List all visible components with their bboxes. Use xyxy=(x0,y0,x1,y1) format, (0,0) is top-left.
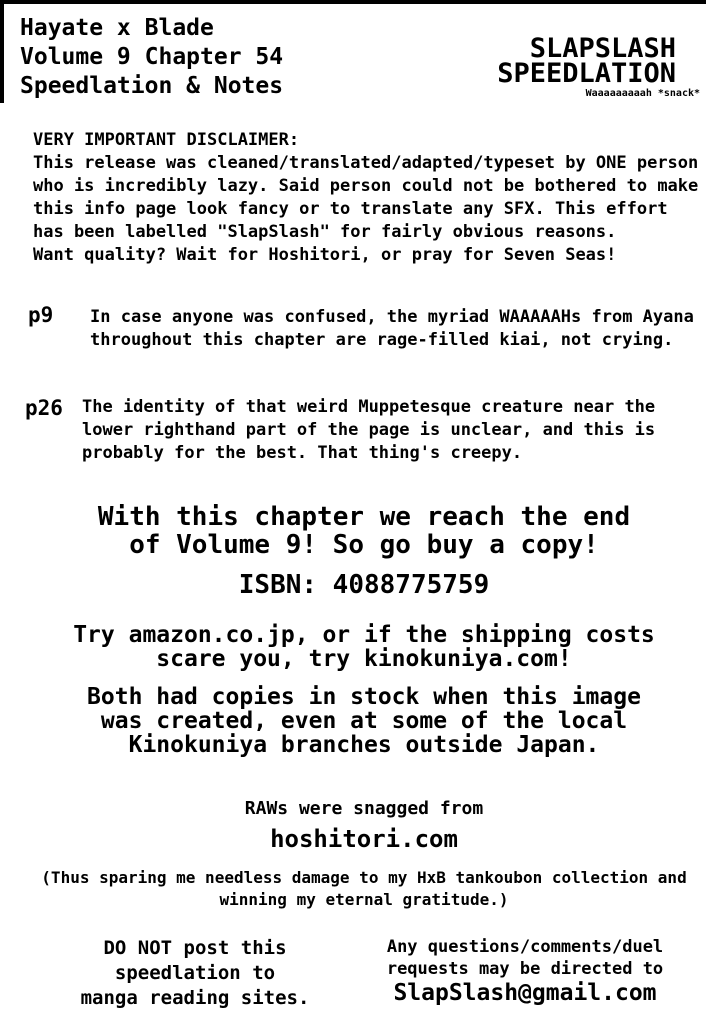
stock-info-line: Both had copies in stock when this image xyxy=(87,684,641,710)
disclaimer-heading: VERY IMPORTANT DISCLAIMER: xyxy=(33,130,300,150)
note-text-line: throughout this chapter are rage-filled kiai, not crying. xyxy=(90,330,674,350)
note-text xyxy=(82,396,655,465)
contact-info xyxy=(380,936,670,1004)
stock-info-line: was created, even at some of the local xyxy=(100,708,628,734)
note-text-line: lower righthand part of the page is unclear, and this is xyxy=(82,420,656,440)
stock-info xyxy=(0,685,728,757)
note-text-line: In case anyone was confused, the myriad WAAAAAHs from Ayana xyxy=(90,307,694,327)
isbn-text: ISBN: 4088775759 xyxy=(238,570,490,600)
volume-chapter: Volume 9 Chapter 54 xyxy=(20,44,284,70)
disclaimer-block xyxy=(33,129,698,267)
headline-line: of Volume 9! So go buy a copy! xyxy=(129,530,599,560)
disclaimer-line: This release was cleaned/translated/adapted/typeset by ONE person xyxy=(33,153,699,173)
note-text xyxy=(90,306,694,352)
raws-parenthetical-line: (Thus sparing me needless damage to my HxB tankoubon collection and xyxy=(41,868,687,887)
group-name-line-2: SPEEDLATION xyxy=(497,58,676,89)
headline-line: With this chapter we reach the end xyxy=(97,502,631,532)
release-title-block xyxy=(20,14,283,101)
contact-email: SlapSlash@gmail.com xyxy=(393,980,657,1006)
raws-source-site: hoshitori.com xyxy=(270,825,458,853)
disclaimer-line: who is incredibly lazy. Said person could not be bothered to make xyxy=(33,176,699,196)
do-not-post-warning-line: speedlation to xyxy=(114,962,276,984)
series-title: Hayate x Blade xyxy=(20,15,214,41)
disclaimer-line: this info page look fancy or to translate any SFX. This effort xyxy=(33,199,668,219)
contact-info-line: Any questions/comments/duel xyxy=(386,937,664,957)
page-edge-line-left xyxy=(0,0,4,103)
note-page-label: p9 xyxy=(28,303,54,327)
disclaimer-line: Want quality? Wait for Hoshitori, or pray for Seven Seas! xyxy=(33,245,617,265)
raws-parenthetical-line: winning my eternal gratitude.) xyxy=(219,890,509,909)
shop-suggestion-line: scare you, try kinokuniya.com! xyxy=(156,646,572,672)
raws-source-intro: RAWs were snagged from xyxy=(244,798,484,819)
disclaimer-line: has been labelled "SlapSlash" for fairly obvious reasons. xyxy=(33,222,617,242)
stock-info-line: Kinokuniya branches outside Japan. xyxy=(128,732,600,758)
note-page-label: p26 xyxy=(25,396,63,420)
do-not-post-warning xyxy=(55,936,335,1011)
page-edge-line-top xyxy=(0,0,706,4)
note-text-line: The identity of that weird Muppetesque creature near the xyxy=(82,397,656,417)
do-not-post-warning-line: manga reading sites. xyxy=(80,987,310,1009)
raws-parenthetical xyxy=(0,867,728,911)
note-text-line: probably for the best. That thing's creepy. xyxy=(82,443,523,463)
shop-suggestions xyxy=(0,623,728,671)
buy-volume-headline xyxy=(0,503,728,559)
do-not-post-warning-line: DO NOT post this xyxy=(103,937,287,959)
contact-info-line: requests may be directed to xyxy=(386,959,664,979)
release-type: Speedlation & Notes xyxy=(20,73,284,99)
shop-suggestion-line: Try amazon.co.jp, or if the shipping costs xyxy=(73,622,655,648)
group-name-line-1: SLAPSLASH xyxy=(529,33,676,64)
brand-tagline: Waaaaaaaaah *snack* xyxy=(585,88,700,99)
group-logo xyxy=(497,33,676,89)
